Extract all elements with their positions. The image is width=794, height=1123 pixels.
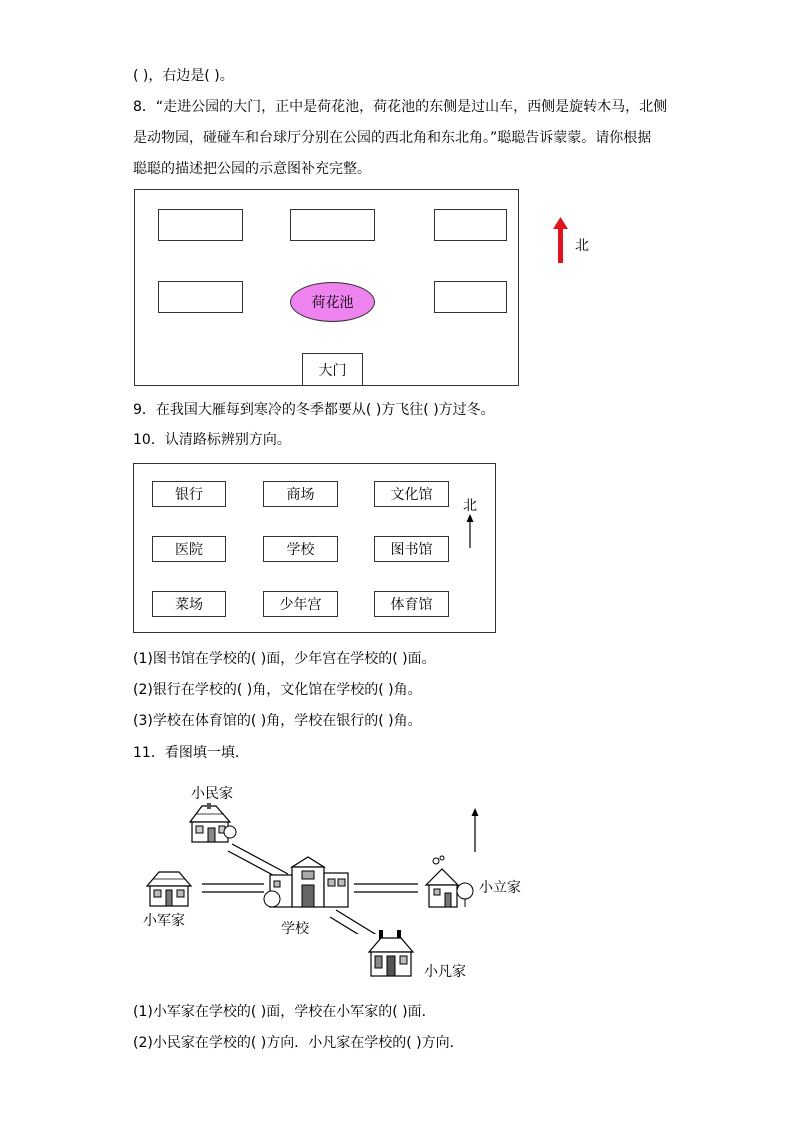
label-xiaojun-home: 小军家 xyxy=(143,913,185,929)
q8-text-line3: 聪聪的描述把公园的示意图补充完整。 xyxy=(133,161,371,177)
park-blank-northwest[interactable] xyxy=(158,209,243,241)
place-market: 菜场 xyxy=(152,591,226,617)
place-library: 图书馆 xyxy=(374,536,449,562)
place-bank: 银行 xyxy=(152,481,226,507)
place-hospital: 医院 xyxy=(152,536,226,562)
park-blank-east[interactable] xyxy=(434,281,507,313)
label-school: 学校 xyxy=(281,921,309,937)
q9-text: 9．在我国大雁每到寒冷的冬季都要从( )方飞往( )方过冬。 xyxy=(133,402,495,418)
map-north-arrow-icon xyxy=(470,808,480,852)
place-school: 学校 xyxy=(263,536,338,562)
q10-title: 10．认清路标辨别方向。 xyxy=(133,432,291,448)
signpost-north-label: 北 xyxy=(463,498,477,514)
q8-text-line2: 是动物园，碰碰车和台球厅分别在公园的西北角和东北角。”聪聪告诉蒙蒙。请你根据 xyxy=(133,130,652,146)
place-youth-palace: 少年宫 xyxy=(263,591,338,617)
place-culture-center: 文化馆 xyxy=(374,481,449,507)
school-building-icon xyxy=(262,855,354,911)
xiaoli-house-icon xyxy=(420,855,476,911)
q8-text-line1: 8．“走进公园的大门，正中是荷花池，荷花池的东侧是过山车，西侧是旋转木马，北侧 xyxy=(133,99,668,115)
q10-sub2: (2)银行在学校的( )角，文化馆在学校的( )角。 xyxy=(133,682,422,698)
park-blank-northeast[interactable] xyxy=(434,209,507,241)
park-blank-west[interactable] xyxy=(158,281,243,313)
park-blank-north[interactable] xyxy=(290,209,375,241)
q11-title: 11．看图填一填． xyxy=(133,745,249,761)
park-gate-label: 大门 xyxy=(318,362,347,379)
label-xiaomin-home: 小民家 xyxy=(191,786,233,802)
place-mall: 商场 xyxy=(263,481,338,507)
label-xiaofan-home: 小凡家 xyxy=(424,964,466,980)
xiaofan-house-icon xyxy=(365,928,417,978)
lotus-pond xyxy=(290,282,375,322)
north-arrow-icon xyxy=(552,217,570,263)
q7-tail-text: ( )，右边是( )。 xyxy=(133,68,234,84)
q11-sub2: (2)小民家在学校的( )方向．小凡家在学校的( )方向． xyxy=(133,1035,464,1051)
park-gate xyxy=(302,353,363,386)
lotus-pond-label: 荷花池 xyxy=(311,295,354,311)
q10-sub1: (1)图书馆在学校的( )面，少年宫在学校的( )面。 xyxy=(133,651,436,667)
q11-sub1: (1)小军家在学校的( )面，学校在小军家的( )面． xyxy=(133,1004,436,1020)
q10-sub3: (3)学校在体育馆的( )角，学校在银行的( )角。 xyxy=(133,713,422,729)
park-north-label: 北 xyxy=(575,238,589,254)
label-xiaoli-home: 小立家 xyxy=(479,880,521,896)
xiaojun-house-icon xyxy=(145,870,195,908)
signpost-north-arrow-icon xyxy=(465,514,475,548)
place-gym: 体育馆 xyxy=(374,591,449,617)
